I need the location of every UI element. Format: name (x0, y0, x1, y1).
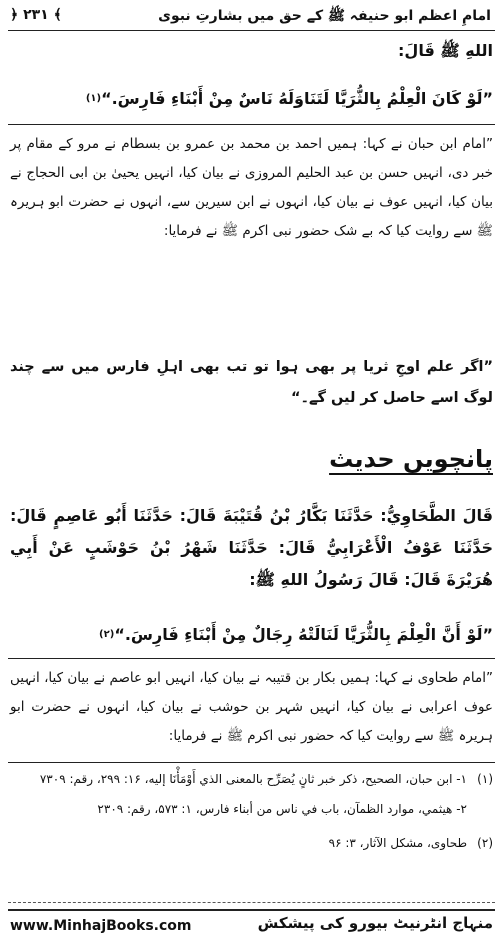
footnotes (10, 766, 493, 856)
footnote-text: ۲- هيثمي، موارد الظمآن، باب في ناس من أبناء فارس، ۱: ۵۷۳، رقم: ۲۳۰۹ (97, 802, 467, 816)
hadith-4-urdu-chain: ”امام ابن حبان نے کہا: ہمیں احمد بن محمد بن عمرو بن بسطام نے مرو کے مقام پر خبر دی، انہیں حسن بن عبد الحلیم المروزی نے بیان کیا، انہیں یحییٰ بن ابی الحجاج نے بیان کیا، انہیں عوف نے بیان کیا، انہوں نے ابن سیرین سے، انہوں نے حضرت ابو ہریرہ ﷺ سے روایت کیا کہ بے شک حضور نبی اکرم ﷺ نے فرمایا: (10, 136, 493, 239)
page-number: ﴿ ۲۳۱ ﴾ (10, 7, 62, 23)
hadith-4-arabic (10, 84, 493, 114)
footnote-number (467, 796, 493, 822)
footnote-number: (۲) (477, 836, 493, 850)
footnote-text: ۱- ابن حبان، الصحيح، ذكر خبر ثانٍ يُصَرِّح بالمعنى الذي أَوْمَأْنَا إليه، ۱۶: ۲۹۹، رقم: ۷۳۰۹ (39, 772, 467, 786)
footnote-ref-2: (۲) (99, 629, 115, 640)
hadith-5-arabic-text: ”لَوْ أَنَّ الْعِلْمَ بِالثُّرَيَّا لَنَالَتْهُ رِجَالٌ مِنْ أَبْنَاءِ فَارِسَ.“ (114, 625, 493, 644)
footnote-1 (10, 766, 493, 792)
hadith-5-arabic-chain: قَالَ الطَّحَاوِيُّ: حَدَّثَنَا بَكَّارُ بْنُ قُتَيْبَةَ قَالَ: حَدَّثَنَا أَبُو عَاصِمٍ قَالَ: حَدَّثَنَا عَوْفُ الْأَعْرَابِيُّ قَالَ: حَدَّثَنَا شَهْرُ بْنُ حَوْشَبٍ عَنْ أَبِي هُرَيْرَةَ قَالَ: قَالَ رَسُولُ اللهِ ﷺ: (10, 506, 493, 589)
section-divider (8, 124, 495, 125)
running-title: امامِ اعظم ابو حنیفہ ﷺ کے حق میں بشارتِ نبوی (158, 8, 491, 24)
footnote-2 (10, 830, 493, 856)
page-header (8, 4, 495, 28)
hadith-5-arabic (10, 620, 493, 650)
footnote-1b (10, 796, 493, 822)
footnote-number: (۱) (477, 772, 493, 786)
publisher-url: www.MinhajBooks.com (10, 918, 192, 934)
section-divider (8, 658, 495, 659)
footnote-ref-1: (۱) (85, 93, 102, 104)
hadith-5-urdu-chain: ”امام طحاوی نے کہا: ہمیں بکار بن قتیبہ نے بیان کیا، انہیں ابو عاصم نے بیان کیا، انہیں عوف اعرابی نے بیان کیا، انہیں شہر بن حوشب نے بیان کیا، انہوں نے حضرت ابو ہریرہ ﷺ سے روایت کیا کہ حضور نبی اکرم ﷺ نے فرمایا: (10, 670, 493, 744)
footnote-text: طحاوی، مشکل الآثار، ۳: ۹۶ (328, 836, 467, 850)
narrator-line: اللهِ ﷺ قَالَ: (398, 41, 493, 60)
section-heading: پانچویں حدیث (329, 445, 493, 473)
footnotes-rule (8, 762, 495, 763)
header-rule (8, 30, 495, 31)
publisher-credit: منہاج انٹرنیٹ بیورو کی پیشکش (257, 914, 493, 932)
hadith-4-urdu-translation: ”اگر علم اوجِ ثریا پر بھی ہوا تو تب بھی اہلِ فارس میں سے چند لوگ اسے حاصل کر لیں گے۔“ (10, 359, 493, 406)
footer-rule (8, 902, 495, 911)
hadith-4-arabic-text: ”لَوْ كَانَ الْعِلْمُ بِالثُّرَيَّا لَتَنَاوَلَهُ نَاسٌ مِنْ أَبْنَاءِ فَارِسَ.“ (101, 89, 493, 108)
